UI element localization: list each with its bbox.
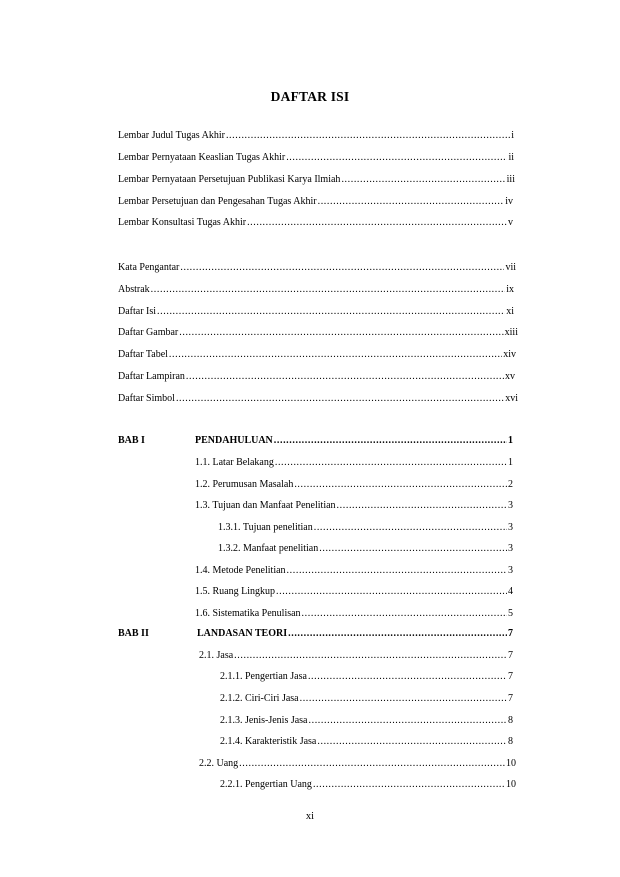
toc-entry-label: 1.3. Tujuan dan Manfaat Penelitian bbox=[195, 500, 336, 511]
dot-leader bbox=[308, 670, 507, 683]
toc-entry-page: 2 bbox=[508, 479, 513, 490]
toc-entry-label: Lembar Judul Tugas Akhir bbox=[118, 130, 225, 141]
toc-entry-daftar-tabel[interactable] bbox=[118, 348, 516, 361]
toc-entry-label: 2.1.2. Ciri-Ciri Jasa bbox=[220, 693, 299, 704]
toc-entry-page: 10 bbox=[506, 758, 516, 769]
toc-entry-2-1-4[interactable] bbox=[220, 735, 513, 748]
page-title: DAFTAR ISI bbox=[270, 89, 350, 104]
dot-leader bbox=[247, 216, 507, 229]
dot-leader bbox=[288, 627, 507, 640]
dot-leader bbox=[239, 757, 505, 770]
toc-entry-2-1-3[interactable] bbox=[220, 714, 513, 727]
toc-entry-daftar-simbol[interactable] bbox=[118, 392, 518, 405]
dot-leader bbox=[314, 521, 507, 534]
toc-entry-page: xiv bbox=[503, 349, 516, 360]
toc-entry-daftar-isi[interactable] bbox=[118, 305, 514, 318]
toc-entry-1-3-1[interactable] bbox=[218, 521, 513, 534]
dot-leader bbox=[179, 326, 503, 339]
dot-leader bbox=[176, 392, 504, 405]
toc-entry-label: Daftar Lampiran bbox=[118, 371, 185, 382]
toc-entry-page: v bbox=[508, 217, 513, 228]
dot-leader bbox=[151, 283, 506, 296]
toc-entry-label: Daftar Isi bbox=[118, 306, 157, 317]
toc-entry-label: Daftar Tabel bbox=[118, 349, 168, 360]
toc-entry-keaslian[interactable] bbox=[118, 151, 514, 164]
chapter-number: BAB II bbox=[118, 628, 149, 639]
chapter-number: BAB I bbox=[118, 435, 145, 446]
dot-leader bbox=[319, 542, 507, 555]
toc-entry-label: Lembar Konsultasi Tugas Akhir bbox=[118, 217, 247, 228]
toc-entry-label: 2.2.1. Pengertian Uang bbox=[220, 779, 312, 790]
toc-entry-1-6[interactable] bbox=[195, 607, 513, 620]
toc-entry-label: 1.1. Latar Belakang bbox=[195, 457, 274, 468]
toc-entry-page: 7 bbox=[508, 671, 513, 682]
toc-entry-2-1-1[interactable] bbox=[220, 670, 513, 683]
toc-entry-label: Kata Pengantar bbox=[118, 262, 180, 273]
toc-entry-2-2-1[interactable] bbox=[220, 778, 516, 791]
toc-entry-pengesahan[interactable] bbox=[118, 195, 513, 208]
toc-entry-label: Daftar Gambar bbox=[118, 327, 179, 338]
toc-entry-page: ii bbox=[508, 152, 514, 163]
toc-entry-1-2[interactable] bbox=[195, 478, 513, 491]
toc-entry-daftar-gambar[interactable] bbox=[118, 326, 518, 339]
toc-entry-2-1-2[interactable] bbox=[220, 692, 513, 705]
toc-entry-label: 1.4. Metode Penelitian bbox=[195, 565, 286, 576]
dot-leader bbox=[318, 195, 505, 208]
toc-entry-label: 2.1.4. Karakteristik Jasa bbox=[220, 736, 317, 747]
dot-leader bbox=[294, 478, 507, 491]
toc-entry-page: 7 bbox=[508, 693, 513, 704]
dot-leader bbox=[287, 564, 507, 577]
toc-entry-page: 3 bbox=[508, 543, 513, 554]
dot-leader bbox=[276, 585, 507, 598]
toc-entry-label: 1.2. Perumusan Masalah bbox=[195, 479, 294, 490]
toc-entry-page: i bbox=[511, 130, 514, 141]
toc-entry-page: 4 bbox=[508, 586, 513, 597]
toc-entry-label: 1.6. Sistematika Penulisan bbox=[195, 608, 301, 619]
toc-entry-page: ix bbox=[506, 284, 514, 295]
page-number: xi bbox=[305, 811, 315, 822]
toc-entry-label: 1.5. Ruang Lingkup bbox=[195, 586, 275, 597]
toc-entry-1-5[interactable] bbox=[195, 585, 513, 598]
toc-entry-label: 1.3.2. Manfaat penelitian bbox=[218, 543, 319, 554]
toc-entry-abstrak[interactable] bbox=[118, 283, 514, 296]
toc-entry-label: Lembar Pernyataan Keaslian Tugas Akhir bbox=[118, 152, 286, 163]
toc-entry-page: xvi bbox=[505, 393, 518, 404]
dot-leader bbox=[157, 305, 505, 318]
toc-entry-1-4[interactable] bbox=[195, 564, 513, 577]
toc-entry-page: xiii bbox=[504, 327, 518, 338]
toc-entry-label: 2.1.3. Jenis-Jenis Jasa bbox=[220, 715, 308, 726]
dot-leader bbox=[169, 348, 502, 361]
dot-leader bbox=[226, 129, 510, 142]
toc-entry-page: 3 bbox=[508, 522, 513, 533]
dot-leader bbox=[337, 499, 507, 512]
toc-entry-label: Lembar Persetujuan dan Pengesahan Tugas Akhir bbox=[118, 196, 317, 207]
toc-entry-daftar-lampiran[interactable] bbox=[118, 370, 515, 383]
dot-leader bbox=[180, 261, 504, 274]
toc-entry-page: xv bbox=[505, 371, 515, 382]
toc-entry-page: iv bbox=[505, 196, 513, 207]
toc-entry-page: 8 bbox=[508, 736, 513, 747]
toc-entry-1-1[interactable] bbox=[195, 456, 513, 469]
dot-leader bbox=[300, 692, 507, 705]
dot-leader bbox=[186, 370, 504, 383]
toc-entry-label: Lembar Pernyataan Persetujuan Publikasi Karya Ilmiah bbox=[118, 174, 341, 185]
toc-entry-kata-pengantar[interactable] bbox=[118, 261, 516, 274]
dot-leader bbox=[274, 434, 507, 447]
toc-entry-label: 2.1. Jasa bbox=[199, 650, 234, 661]
toc-entry-page: iii bbox=[506, 174, 515, 185]
dot-leader bbox=[286, 151, 507, 164]
toc-entry-page: 3 bbox=[508, 500, 513, 511]
toc-entry-label: 2.1.1. Pengertian Jasa bbox=[220, 671, 307, 682]
dot-leader bbox=[275, 456, 507, 469]
toc-chapter-landasan-teori[interactable] bbox=[197, 627, 513, 640]
toc-entry-label: LANDASAN TEORI bbox=[197, 628, 288, 639]
toc-entry-label: PENDAHULUAN bbox=[195, 435, 273, 446]
dot-leader bbox=[341, 173, 505, 186]
toc-entry-page: 7 bbox=[508, 628, 513, 639]
toc-entry-label: 2.2. Uang bbox=[199, 758, 239, 769]
toc-entry-page: 5 bbox=[508, 608, 513, 619]
toc-entry-label: Abstrak bbox=[118, 284, 150, 295]
dot-leader bbox=[309, 714, 508, 727]
toc-entry-page: xi bbox=[506, 306, 514, 317]
dot-leader bbox=[313, 778, 505, 791]
toc-entry-1-3[interactable] bbox=[195, 499, 513, 512]
toc-entry-1-3-2[interactable] bbox=[218, 542, 513, 555]
toc-entry-page: 10 bbox=[506, 779, 516, 790]
dot-leader bbox=[302, 607, 507, 620]
toc-entry-judul[interactable] bbox=[118, 129, 514, 142]
toc-entry-page: 7 bbox=[508, 650, 513, 661]
toc-entry-page: 1 bbox=[508, 457, 513, 468]
toc-entry-page: 1 bbox=[508, 435, 513, 446]
toc-chapter-pendahuluan[interactable] bbox=[195, 434, 513, 447]
toc-entry-2-2[interactable] bbox=[199, 757, 516, 770]
toc-entry-2-1[interactable] bbox=[199, 649, 513, 662]
toc-entry-publikasi[interactable] bbox=[118, 173, 515, 186]
toc-entry-page: 3 bbox=[508, 565, 513, 576]
dot-leader bbox=[234, 649, 507, 662]
dot-leader bbox=[317, 735, 507, 748]
toc-entry-page: vii bbox=[505, 262, 516, 273]
toc-entry-page: 8 bbox=[508, 715, 513, 726]
toc-entry-label: Daftar Simbol bbox=[118, 393, 175, 404]
toc-entry-label: 1.3.1. Tujuan penelitian bbox=[218, 522, 313, 533]
toc-entry-konsultasi[interactable] bbox=[118, 216, 513, 229]
